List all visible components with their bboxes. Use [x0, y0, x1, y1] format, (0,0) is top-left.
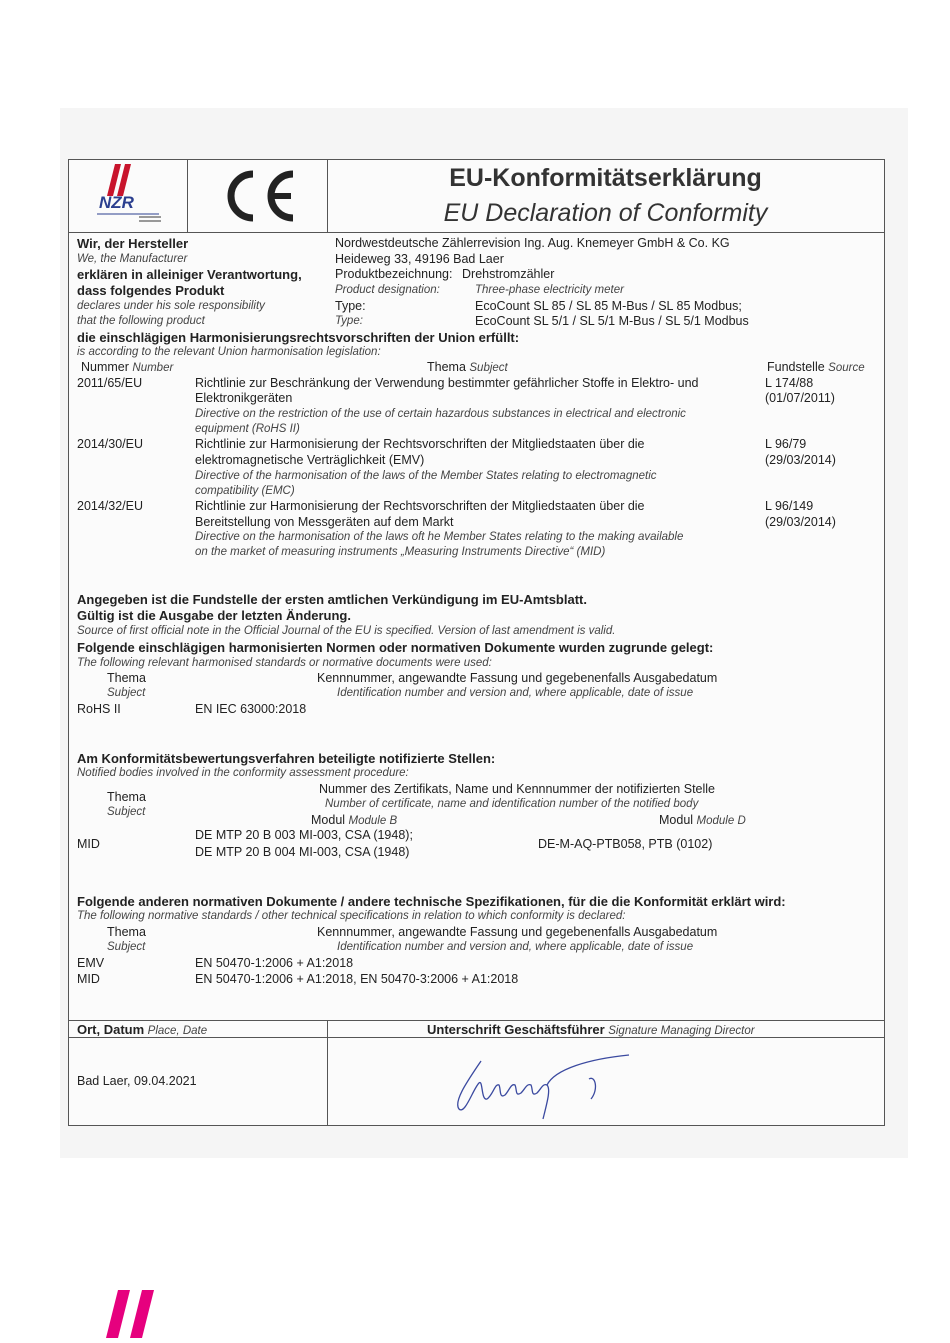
signature-footer	[69, 1020, 884, 1126]
legislation-row-3-de-2: Bereitstellung von Messgeräten auf dem Markt	[195, 515, 454, 529]
legislation-col-source: Fundstelle Source	[767, 360, 865, 374]
other-row-2-value: EN 50470-1:2006 + A1:2018, EN 50470-3:2006 + A1:2018	[195, 972, 519, 986]
declaration-de-line-1: erklären in alleiniger Verantwortung,	[77, 267, 302, 282]
legislation-row-1-en-1: Directive on the restriction of the use of certain hazardous substances in electrical and electronic	[195, 408, 686, 420]
declaration-de-line-2: dass folgendes Produkt	[77, 283, 225, 298]
brand-slash-icon	[104, 1290, 160, 1338]
ce-mark-icon	[187, 160, 327, 232]
other-heading-de: Folgende anderen normativen Dokumente / andere technische Spezifikationen, für die die Konformität erklärt wird:	[77, 894, 786, 909]
notified-heading-en: Notified bodies involved in the conformity assessment procedure:	[77, 767, 409, 779]
legislation-row-2-de-1: Richtlinie zur Harmonisierung der Rechtsvorschriften der Mitgliedstaaten über die	[195, 437, 645, 451]
notified-col-number-de: Nummer des Zertifikats, Name und Kennnummer der notifizierten Stelle	[319, 782, 715, 796]
legislation-row-3-en-1: Directive on the harmonisation of the laws oft he Member States relating to the making available	[195, 531, 684, 543]
type-value-2: EcoCount SL 5/1 / SL 5/1 M-Bus / SL 5/1 Modbus	[475, 314, 749, 328]
other-col-subject: Subject	[107, 941, 146, 953]
notified-heading-de: Am Konformitätsbewertungsverfahren beteiligte notifizierte Stellen:	[77, 751, 496, 766]
manufacturer-name: Nordwestdeutsche Zählerrevision Ing. Aug. Knemeyer GmbH & Co. KG	[335, 236, 730, 250]
notified-col-number-en: Number of certificate, name and identification number of the notified body	[325, 798, 699, 810]
ce-cell	[187, 160, 328, 232]
manufacturer-address: Heideweg 33, 49196 Bad Laer	[335, 252, 504, 266]
legislation-row-2-de-2: elektromagnetische Verträglichkeit (EMV)	[195, 453, 425, 467]
notified-row-subject: MID	[77, 837, 100, 851]
logo-cell	[69, 160, 188, 232]
legislation-heading-de: die einschlägigen Harmonisierungsrechtsvorschriften der Union erfüllt:	[77, 330, 520, 345]
legislation-row-3-src-1: L 96/149	[765, 499, 814, 513]
legislation-row-2-src-1: L 96/79	[765, 437, 807, 451]
other-col-id-de: Kennnummer, angewandte Fassung und gegebenenfalls Ausgabedatum	[317, 925, 718, 939]
standards-col-thema: Thema	[107, 671, 146, 685]
product-value-en: Three-phase electricity meter	[475, 284, 624, 296]
other-col-id-en: Identification number and version and, where applicable, date of issue	[337, 941, 694, 953]
legislation-col-subject: Thema Subject	[427, 360, 508, 374]
legislation-row-3-src-2: (29/03/2014)	[765, 515, 836, 529]
legislation-row-3-de-1: Richtlinie zur Harmonisierung der Rechtsvorschriften der Mitgliedstaaten über die	[195, 499, 645, 513]
legislation-row-2-en-2: compatibility (EMC)	[195, 485, 295, 497]
signature-icon	[439, 1039, 639, 1125]
notified-col-thema: Thema	[107, 790, 146, 804]
product-label-de: Produktbezeichnung:	[335, 267, 453, 281]
notified-body: DE-M-AQ-PTB058, PTB (0102)	[538, 837, 713, 851]
notified-module-b: Modul Module B	[311, 813, 398, 827]
standards-col-id-en: Identification number and version and, where applicable, date of issue	[337, 687, 694, 699]
declaration-document	[68, 159, 885, 1126]
legislation-heading-en: is according to the relevant Union harmonisation legislation:	[77, 346, 381, 358]
place-date-label: Ort, Datum Place, Date	[77, 1022, 208, 1037]
declaration-en-line-2: that the following product	[77, 315, 205, 327]
product-label-en: Product designation:	[335, 284, 440, 296]
standards-row-1-value: EN IEC 63000:2018	[195, 702, 307, 716]
product-value-de: Drehstromzähler	[462, 267, 555, 281]
document-header	[69, 160, 884, 233]
type-label-en: Type:	[335, 315, 363, 327]
legislation-row-1-en-2: equipment (RoHS II)	[195, 423, 300, 435]
standards-col-id-de: Kennnummer, angewandte Fassung und gegebenenfalls Ausgabedatum	[317, 671, 718, 685]
manufacturer-label-de: Wir, der Hersteller	[77, 236, 189, 251]
legislation-row-1-src-1: L 174/88	[765, 376, 814, 390]
type-label: Type:	[335, 299, 366, 313]
legislation-row-1-de-1: Richtlinie zur Beschränkung der Verwendung bestimmter gefährlicher Stoffe in Elektro- und	[195, 376, 699, 390]
legislation-row-3-en-2: on the market of measuring instruments „Measuring Instruments Directive“ (MID)	[195, 546, 606, 558]
standards-col-subject: Subject	[107, 687, 146, 699]
official-note-line-1: Angegeben ist die Fundstelle der ersten amtlichen Verkündigung im EU-Amtsblatt.	[77, 592, 587, 607]
other-row-1-subject: EMV	[77, 956, 105, 970]
nzr-logo-icon	[69, 160, 187, 232]
title-en: EU Declaration of Conformity	[443, 199, 768, 227]
notified-module-d: Modul Module D	[659, 813, 746, 827]
place-date-value: Bad Laer, 09.04.2021	[77, 1074, 197, 1088]
standards-heading-de: Folgende einschlägigen harmonisierten Normen oder normativen Dokumente wurden zugrunde gelegt:	[77, 640, 714, 655]
logo-text: NZR	[99, 193, 134, 212]
notified-cert-2: DE MTP 20 B 004 MI-003, CSA (1948)	[195, 845, 410, 859]
other-row-1-value: EN 50470-1:2006 + A1:2018	[195, 956, 354, 970]
standards-heading-en: The following relevant harmonised standards or normative documents were used:	[77, 657, 492, 669]
legislation-row-2-en-1: Directive of the harmonisation of the laws of the Member States relating to electromagnetic	[195, 470, 657, 482]
other-col-thema: Thema	[107, 925, 146, 939]
other-heading-en: The following normative standards / other technical specifications in relation to which conformity is declared:	[77, 910, 626, 922]
legislation-row-1-de-2: Elektronikgeräten	[195, 391, 293, 405]
legislation-row-1-number: 2011/65/EU	[77, 376, 143, 390]
declaration-en-line-1: declares under his sole responsibility	[77, 300, 265, 312]
official-note-en: Source of first official note in the Official Journal of the EU is specified. Version of last amendment is valid.	[77, 625, 616, 637]
notified-col-subject: Subject	[107, 806, 146, 818]
other-row-2-subject: MID	[77, 972, 100, 986]
legislation-row-2-src-2: (29/03/2014)	[765, 453, 836, 467]
legislation-row-1-src-2: (01/07/2011)	[765, 391, 835, 405]
notified-cert-1: DE MTP 20 B 003 MI-003, CSA (1948);	[195, 828, 413, 842]
legislation-row-3-number: 2014/32/EU	[77, 499, 144, 513]
footer-divider	[327, 1021, 328, 1126]
title-de: EU-Konformitätserklärung	[449, 164, 762, 192]
signature-label: Unterschrift Geschäftsführer Signature Managing Director	[427, 1022, 755, 1037]
legislation-col-number: Nummer Number	[81, 360, 174, 374]
type-value-1: EcoCount SL 85 / SL 85 M-Bus / SL 85 Modbus;	[475, 299, 742, 313]
manufacturer-label-en: We, the Manufacturer	[77, 253, 188, 265]
legislation-row-2-number: 2014/30/EU	[77, 437, 144, 451]
standards-row-1-subject: RoHS II	[77, 702, 121, 716]
official-note-line-2: Gültig ist die Ausgabe der letzten Änderung.	[77, 608, 351, 623]
